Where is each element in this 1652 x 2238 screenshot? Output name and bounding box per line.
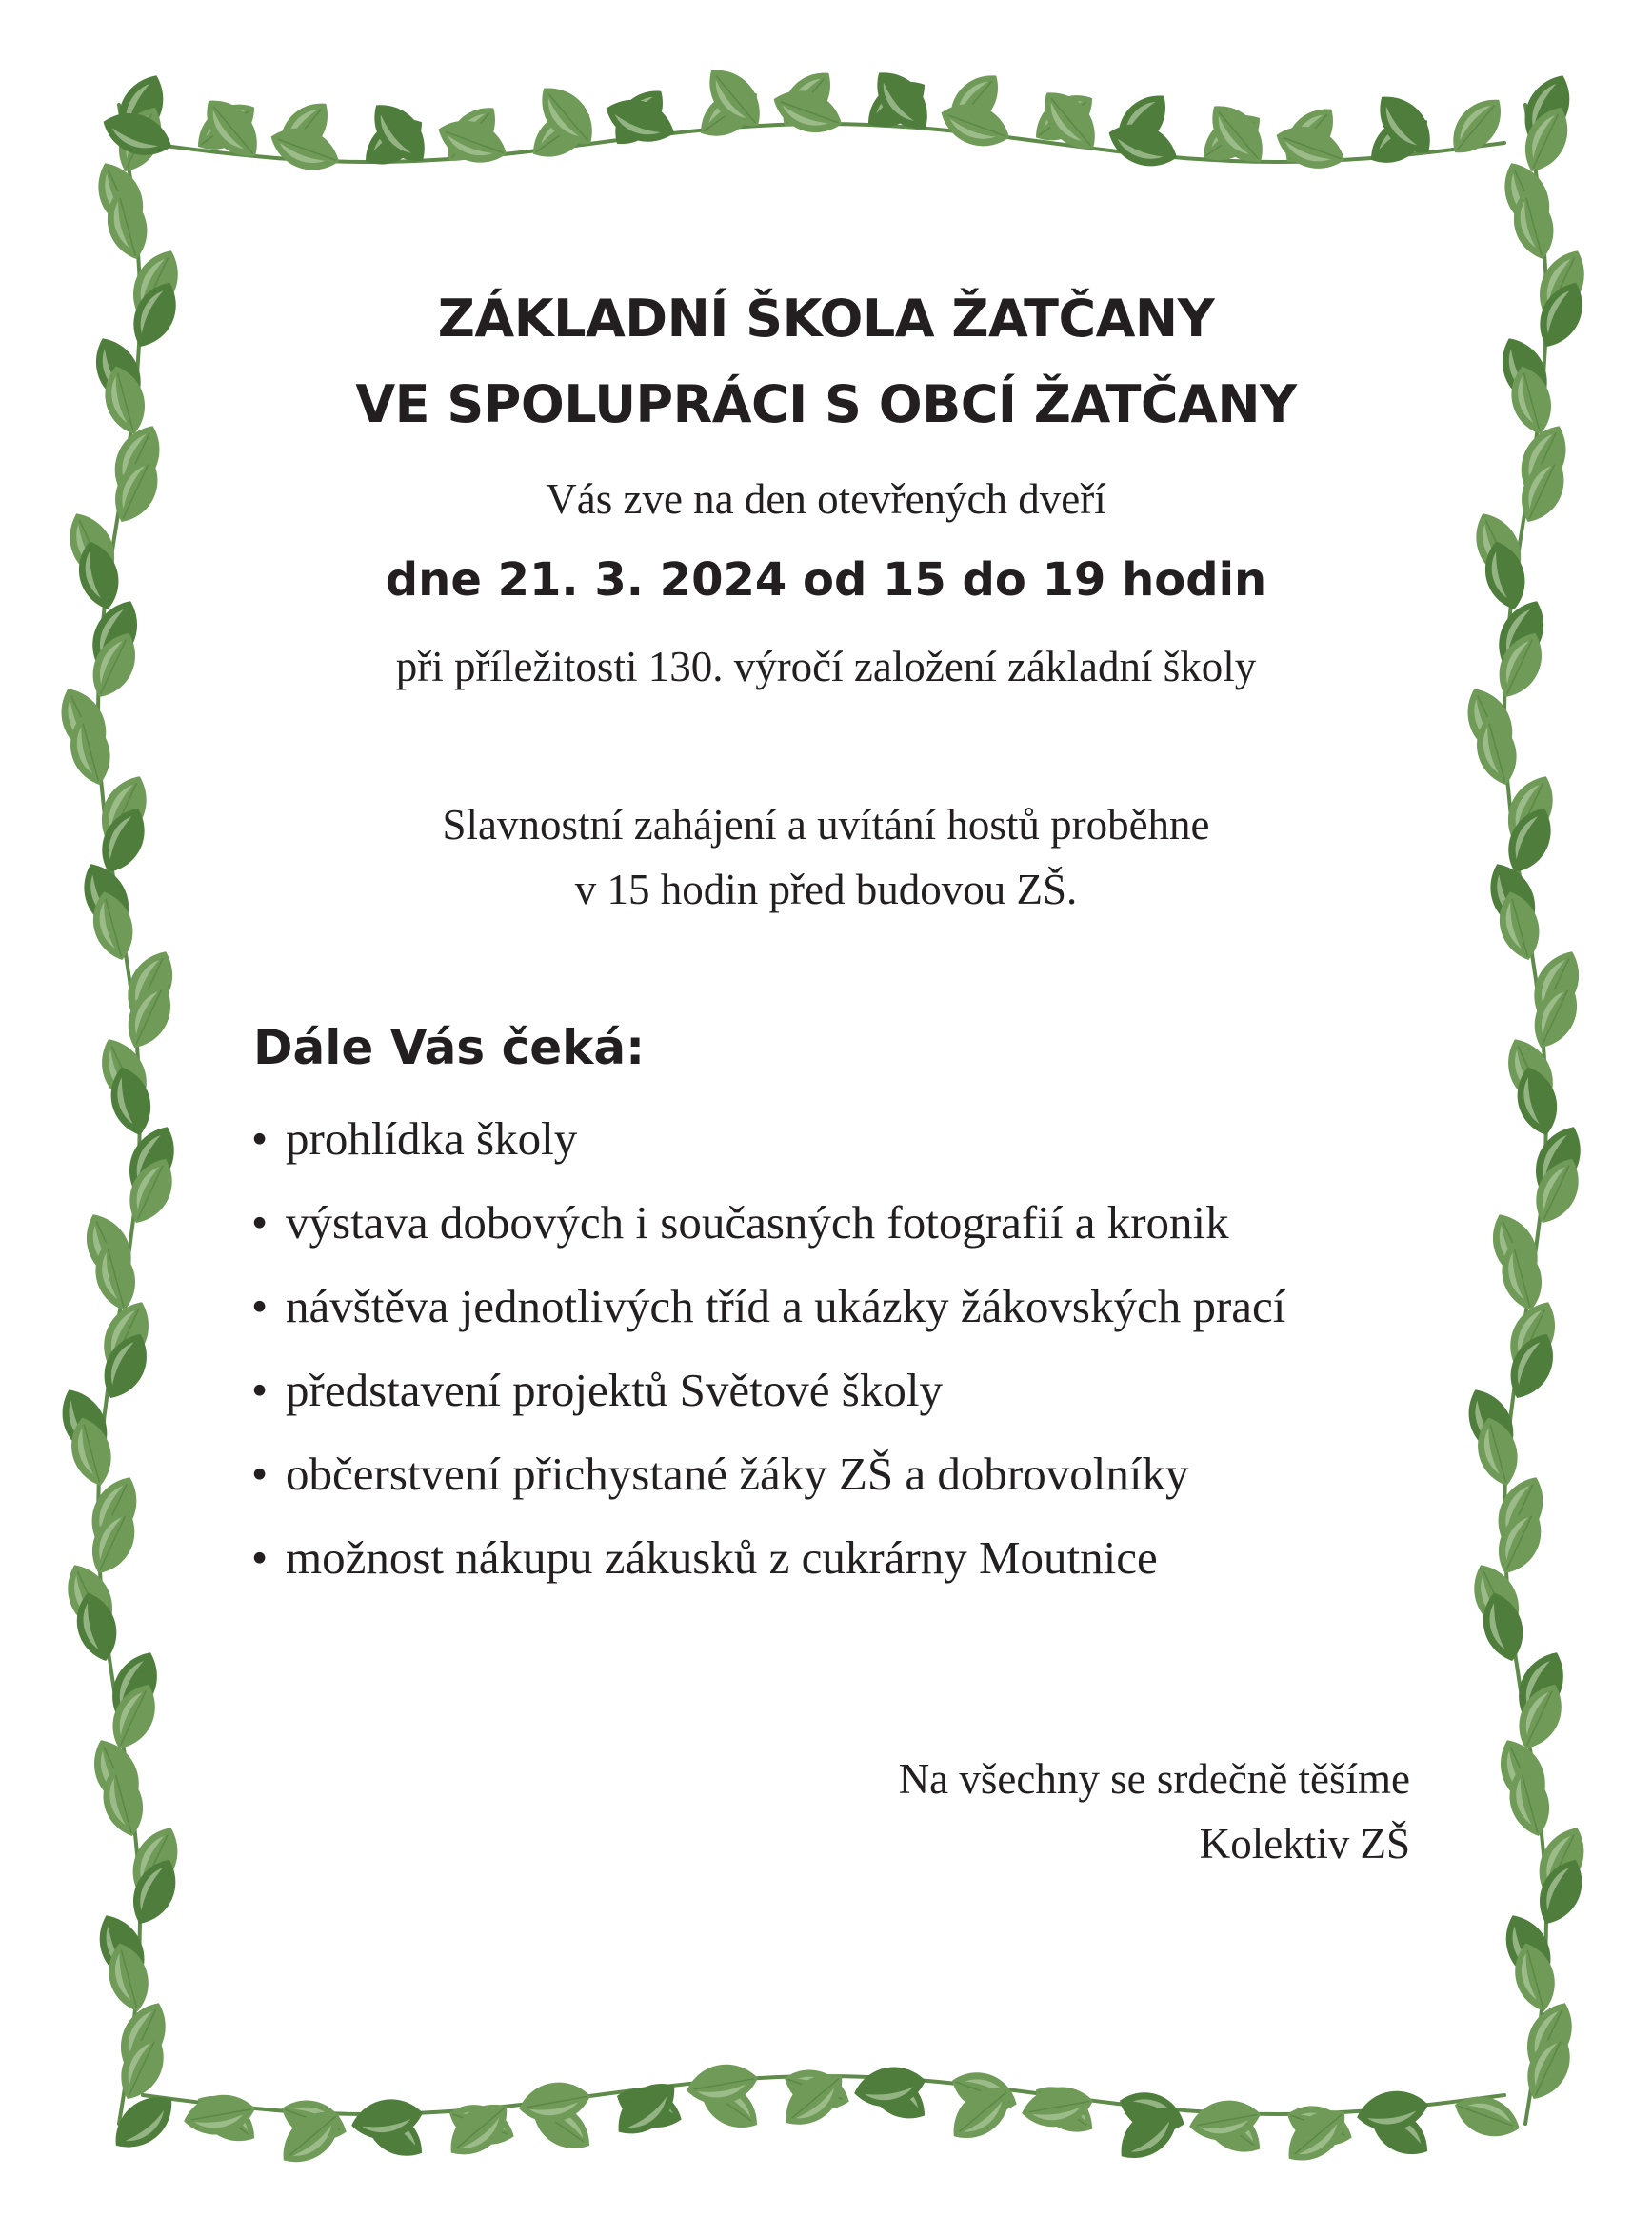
heading-line-2: VE SPOLUPRÁCI S OBCÍ ŽATČANY xyxy=(355,374,1297,434)
date-line: dne 21. 3. 2024 od 15 do 19 hodin xyxy=(385,553,1267,607)
closing-greeting: Na všechny se srdečně těšíme xyxy=(898,1755,1410,1803)
opening-line-1: Slavnostní zahájení a uvítání hostů proběhne xyxy=(442,801,1210,849)
bullet-icon: • xyxy=(251,1448,269,1500)
bullet-icon: • xyxy=(251,1112,269,1165)
heading-line-1: ZÁKLADNÍ ŠKOLA ŽATČANY xyxy=(437,289,1215,349)
list-item: • prohlídka školy xyxy=(251,1110,1285,1194)
list-item: • výstava dobových i současných fotografií a kronik xyxy=(251,1194,1285,1278)
occasion-line: při příležitosti 130. výročí založení základní školy xyxy=(395,643,1257,690)
leaf-icon xyxy=(1441,88,1513,164)
leaf-icon xyxy=(516,2077,594,2128)
program-title: Dále Vás čeká: xyxy=(253,1020,646,1075)
list-item: • představení projektů Světové školy xyxy=(251,1362,1285,1446)
bullet-icon: • xyxy=(251,1196,269,1249)
opening-line-2: v 15 hodin před budovou ZŠ. xyxy=(574,866,1078,913)
list-item: • návštěva jednotlivých tříd a ukázky žákovských prací xyxy=(251,1278,1285,1362)
invite-line: Vás zve na den otevřených dveří xyxy=(546,475,1106,523)
program-list xyxy=(251,1110,1285,1613)
bullet-icon: • xyxy=(251,1364,269,1416)
bullet-icon: • xyxy=(251,1280,269,1332)
list-item: • občerstvení přichystané žáky ZŠ a dobrovolníky xyxy=(251,1446,1285,1529)
closing-signature: Kolektiv ZŠ xyxy=(1199,1820,1410,1868)
list-item: • možnost nákupu zákusků z cukrárny Moutnice xyxy=(251,1529,1285,1613)
bullet-icon: • xyxy=(251,1531,269,1584)
